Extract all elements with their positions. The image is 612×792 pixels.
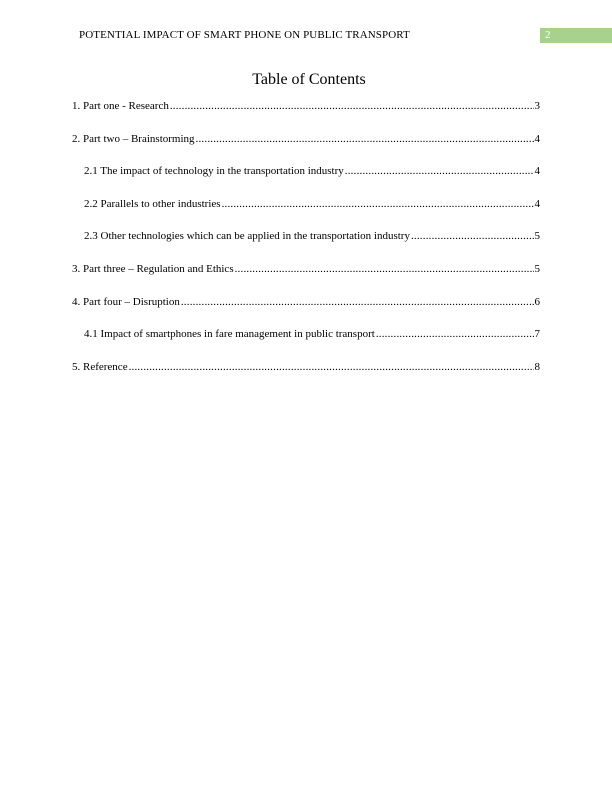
dot-leader	[411, 230, 534, 242]
dot-leader	[376, 328, 534, 340]
toc-entry-part-four[interactable]	[72, 296, 540, 329]
toc-entry-label: 2.2 Parallels to other industries	[84, 197, 221, 210]
page-number-badge: 2	[540, 28, 612, 43]
toc-entry-page: 3	[534, 100, 540, 112]
toc-entry-page: 4	[534, 197, 540, 210]
toc-entry-label: 4.1 Impact of smartphones in fare management in public transport	[84, 328, 375, 341]
dot-leader	[345, 165, 534, 177]
toc-entry-label: 2.1 The impact of technology in the transportation industry	[84, 165, 344, 178]
toc-entry-label: 2.3 Other technologies which can be applied in the transportation industry	[84, 230, 410, 243]
dot-leader	[129, 361, 534, 373]
toc-entry-page: 5	[534, 230, 540, 243]
toc-entry-page: 4	[534, 132, 540, 145]
toc-entry-reference[interactable]	[72, 361, 540, 394]
toc-entry-page: 5	[534, 262, 540, 275]
table-of-contents	[72, 100, 540, 393]
dot-leader	[170, 100, 534, 112]
dot-leader	[196, 133, 534, 145]
toc-entry-2-3[interactable]	[72, 230, 540, 263]
toc-entry-2-1[interactable]	[72, 165, 540, 198]
toc-entry-4-1[interactable]	[72, 328, 540, 361]
toc-entry-label: 3. Part three – Regulation and Ethics	[72, 262, 234, 275]
toc-entry-part-one[interactable]	[72, 100, 540, 133]
toc-entry-page: 8	[534, 360, 540, 373]
toc-entry-page: 4	[534, 165, 540, 178]
toc-entry-part-two[interactable]	[72, 133, 540, 166]
toc-entry-part-three[interactable]	[72, 263, 540, 296]
toc-entry-label: 2. Part two – Brainstorming	[72, 132, 195, 145]
toc-entry-label: 4. Part four – Disruption	[72, 295, 180, 308]
toc-entry-page: 7	[534, 328, 540, 341]
toc-title: Table of Contents	[252, 71, 366, 88]
toc-entry-label: 1. Part one - Research	[72, 100, 169, 112]
running-head: POTENTIAL IMPACT OF SMART PHONE ON PUBLIC TRANSPORT	[79, 29, 410, 41]
toc-entry-page: 6	[534, 295, 540, 308]
dot-leader	[222, 198, 534, 210]
toc-entry-label: 5. Reference	[72, 360, 128, 373]
toc-entry-2-2[interactable]	[72, 198, 540, 231]
dot-leader	[235, 263, 534, 275]
dot-leader	[181, 296, 534, 308]
